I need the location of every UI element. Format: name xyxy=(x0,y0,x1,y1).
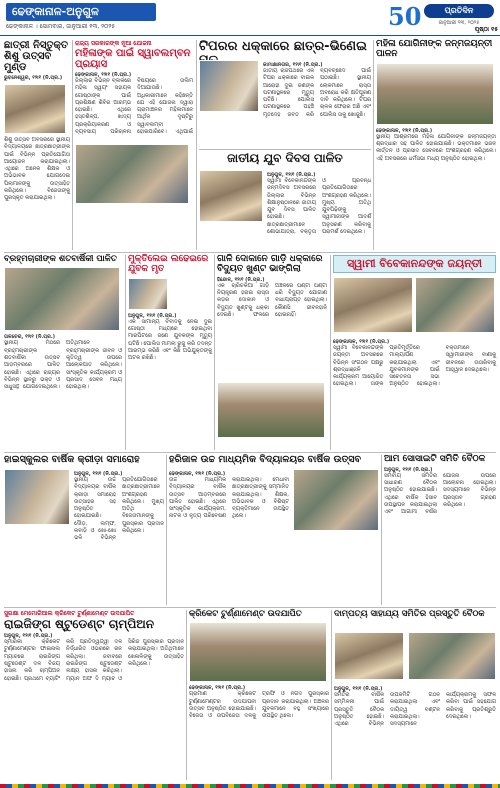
column-rule xyxy=(214,255,215,450)
dateline: ଅନୁଗୁଳ, ୧୨ା୧ (ନି.ପ୍ର.) xyxy=(128,312,177,319)
dateline: ଢେଙ୍କାନାଳ, ୧୨ା୧ (ନି.ପ୍ର.) xyxy=(189,685,246,692)
column-rule xyxy=(196,40,197,250)
article-a6 xyxy=(4,255,122,450)
edition-banner: ଢେଙ୍କାନାଳ-ଅନୁଗୁଳ xyxy=(6,3,156,21)
dateline: ଢେଙ୍କାନାଳ, ୧୨ା୧ (ନି.ପ୍ର.) xyxy=(376,127,433,134)
dateline: ଅନୁଗୁଳ, ୧୨ା୧ (ନି.ପ୍ର.) xyxy=(334,686,383,692)
column-rule xyxy=(72,40,73,250)
headline: ଟିପରର ଧକ୍କାରେ ଛାତ୍ର-ଭିଣେଇ xyxy=(199,39,367,54)
dateline: ଅନୁଗୁଳ, ୧୨ା୧ (ନି.ପ୍ର.) xyxy=(267,172,316,178)
headline: ମହିଳାଙ୍କ ପାଇଁ ସ୍ୱାବଲମ୍ବନ ପ୍ରୟାସ xyxy=(75,48,191,70)
article-body-wrap xyxy=(334,684,496,780)
article-body: ସ୍ମାରକୀ କ୍ରିକେଟ ଟୁର୍ଣ୍ଣାମେଣ୍ଟର ଫାଇନାଲ ମ୍ୟାଚରେ ରାଇଜିଙ୍ଗ ଷ୍ଟୁଡେଣ୍ଟ ଦଳ ବିଜୟ ହାସଲ କରି ଚାମ୍ପିଅନ ହୋଇଛି। ପ୍ରଥମେ ବ୍ୟାଟିଂ କରି ପ୍ରତିଦ୍ୱନ୍ଦ୍ୱୀ ଦଳ ନିର୍ଦ୍ଧାରିତ ଓଭରରେ ରନ କରିଥିଲା। ଜବାବରେ ରାଇଜିଙ୍ଗ ଷ୍ଟୁଡେଣ୍ଟ ଲକ୍ଷ୍ୟ ହାସଲ କରିଥିଲା। ମ୍ୟାନ ଅଫ ଦି ମ୍ୟାଚ ଓ ସିରିଜ ପୁରସ୍କାର ପ୍ରଦାନ କରାଯାଇଥିଲା। ଅତିଥିମାନେ ଖେଳାଳିଙ୍କୁ ଉତ୍ସାହିତ କରିଥିଲେ। xyxy=(4,639,184,682)
article-a12 xyxy=(384,455,496,605)
headline: ମୁକ୍ତିଲେଇ ଲଢେଇରେ ଯୁବକ ମୃତ xyxy=(128,254,209,274)
news-photo xyxy=(199,60,259,112)
headline: ହରିଜାଳ ଉଚ୍ଚ ମାଧ୍ୟମିକ ବିଦ୍ୟାଳୟର ବାର୍ଷିକ ଉତ୍ସବ xyxy=(169,454,361,465)
column-rule xyxy=(373,40,374,250)
masthead xyxy=(0,0,500,36)
article-body: ଜାତୀୟ ରାଜପଥରେ ଏକ ଟିପର ଧକ୍କାରେ ବାଇକ ଆରୋହୀ ଦୁଇ ଜଣଙ୍କ ଘଟଣାସ୍ଥଳରେ ମୃତ୍ୟୁ ଘଟିଛି। ପୋଲିସ ଘଟଣାସ୍ଥଳରେ ପହଞ୍ଚି ମୃତଦେହ ଜବତ କରି ବ୍ୟବଚ୍ଛେଦ ପାଇଁ ପଠାଇଛି। ସ୍ଥାନୀୟ ଲୋକମାନେ ରାସ୍ତା ଅବରୋଧ କରି କ୍ଷତିପୂରଣ ଦାବି କରିଥିଲେ। ଟିପର ଚାଳକ ଫେରାର ଅଛି ଏବଂ ପୋଲିସ ତାକୁ ଖୋଜୁଛି। xyxy=(263,68,371,118)
article-a14 xyxy=(189,610,329,780)
article-a8 xyxy=(217,255,327,450)
article-body: ସ୍ଥାନୀୟ ଉଚ୍ଚ ବିଦ୍ୟାଳୟର ବାର୍ଷିକ କ୍ରୀଡ଼ା ସମାରୋହ ଉତ୍ସାହର ସହ ଅନୁଷ୍ଠିତ ହୋଇଯାଇଛି। ଦୌଡ଼, ଲମ୍ଫ, କବାଡ଼ି ଓ ଖୋ-ଖୋ ଭଳି ବିଭିନ୍ନ ପ୍ରତିଯୋଗିତାରେ ଛାତ୍ରଛାତ୍ରୀମାନେ ଅଂଶଗ୍ରହଣ କରିଥିଲେ। ମୁଖ୍ୟ ଅତିଥି ବିଜେତାମାନଙ୍କୁ ପୁରସ୍କାର ପ୍ରଦାନ କରିଥିଲେ। xyxy=(74,477,164,542)
headline: ହାଇସ୍କୁଲର ବାର୍ଷିକ କ୍ରୀଡ଼ା ସମାରୋହ xyxy=(4,454,140,465)
page-number: ପୃଷ୍ଠା ୧୫ xyxy=(474,26,498,33)
headline: ଜାତୀୟ ଯୁବ ଦିବସ ପାଳିତ xyxy=(227,151,343,165)
article-body: ସ୍ୱାମୀ ବିବେକାନନ୍ଦଙ୍କ ଜନ୍ମଦିବସ ଅବସରରେ ଜିଲ୍ଲାର ବିଭିନ୍ନ ଶିକ୍ଷାନୁଷ୍ଠାନରେ ଜାତୀୟ ଯୁବ ଦିବସ ପାଳିତ ହୋଇଛି। ଛାତ୍ରଛାତ୍ରୀମାନେ ଶୋଭାଯାତ୍ରା, ବକ୍ତୃତା ଓ ପ୍ରବନ୍ଧ ପ୍ରତିଯୋଗିତାରେ ଅଂଶଗ୍ରହଣ କରିଥିଲେ। ମୁଖ୍ୟ ଅତିଥି ଯୁବପିଢ଼ିଙ୍କୁ ସ୍ୱାମୀଜୀଙ୍କ ଆଦର୍ଶ ଅନୁସରଣ କରିବାକୁ ପରାମର୍ଶ ଦେଇଥିଲେ। xyxy=(267,178,371,236)
row-rule xyxy=(4,252,496,253)
row-rule xyxy=(199,149,371,150)
column-rule xyxy=(166,455,167,605)
article-body-wrap xyxy=(267,170,371,250)
news-photo xyxy=(408,632,496,680)
article-body-wrap xyxy=(263,60,371,146)
news-photo xyxy=(333,277,413,333)
column-rule xyxy=(330,255,331,450)
headline: ରାଇଜିଙ୍ଗ ଷ୍ଟୁଡେଣ୍ଟ ଚାମ୍ପିଅନ xyxy=(4,617,155,631)
article-body-wrap xyxy=(333,337,496,449)
article-a5 xyxy=(199,152,371,250)
news-photo xyxy=(4,84,66,134)
headline: ବ୍ରହ୍ମଚାରୀଙ୍କ ଶତବାର୍ଷିକୀ ପାଳିତ xyxy=(4,254,117,264)
dateline: ଢେଙ୍କାନାଳ, ୧୨ା୧ (ନି.ପ୍ର.) xyxy=(75,72,132,78)
headline: ଆମ ସୋସାଇଟି ସମିତି ବୈଠକ xyxy=(384,454,486,464)
article-body: ଜିଲ୍ଲାର ବିଭିନ୍ନ ବ୍ଲକରେ ମହିଳା ସ୍ୱୟଂ ସହାୟକ ଗୋଷ୍ଠୀଙ୍କ ପାଇଁ ପ୍ରଶିକ୍ଷଣ ଶିବିର ଆରମ୍ଭ ହୋଇଛି। ଏଥିରେ ହସ୍ତଶିଳ୍ପ, ଖାଦ୍ୟ ପ୍ରକ୍ରିୟାକରଣ ଓ ବ୍ୟବସାୟ ପରିଚାଳନା ବିଷୟରେ ତାଲିମ ଦିଆଯାଉଛି। ଅଧିକାରୀମାନେ କହିଛନ୍ତି ଯେ ଏହି ଯୋଜନା ଦ୍ୱାରା ଗ୍ରାମାଞ୍ଚଳର ମହିଳାମାନେ ଆର୍ଥିକ ଦୃଷ୍ଟିରୁ ସ୍ୱାବଲମ୍ବୀ ହୋଇପାରିବେ। ଏଥିପାଇଁ xyxy=(75,78,193,136)
news-photo xyxy=(4,469,70,525)
column-rule xyxy=(125,255,126,450)
article-a11 xyxy=(169,455,379,605)
article-a2 xyxy=(75,40,193,250)
article-a3 xyxy=(199,40,371,148)
news-photo xyxy=(415,277,495,333)
column-rule xyxy=(381,455,382,605)
dateline: ଅନୁଗୁଳ, ୧୨ା୧ (ନି.ପ୍ର.) xyxy=(74,471,123,477)
column-rule xyxy=(331,610,332,780)
article-a13 xyxy=(4,610,184,780)
anniversary-logo: 50 xyxy=(388,2,422,31)
row-rule xyxy=(4,607,496,608)
article-a4 xyxy=(376,40,496,250)
article-body: ଉଚ୍ଚ ମାଧ୍ୟମିକ ବିଦ୍ୟାଳୟର ବାର୍ଷିକ ଉତ୍ସବ ଆଡ଼ମ୍ବରରେ ପାଳିତ ହୋଇଛି। ଏଥିରେ ସାଂସ୍କୃତିକ କାର୍ଯ୍ୟକ୍ରମ, ନାଟକ ଓ ନୃତ୍ୟ ପରିବେଷଣ କରାଯାଇଥିଲା। ମେଧାବୀ ଛାତ୍ରଛାତ୍ରୀଙ୍କୁ ସମ୍ମାନିତ କରାଯାଇଥିଲା। ଶିକ୍ଷକ, ଅଭିଭାବକ ଓ ବିଶିଷ୍ଟ ବ୍ୟକ୍ତିମାନେ ଉପସ୍ଥିତ ଥିଲେ। xyxy=(169,477,289,520)
dateline: ଭୁବନେଶ୍ୱର, ୧୨ା୧ (ନି.ପ୍ର.) xyxy=(4,75,63,81)
article-body: ଗ୍ରାମୀଣ କ୍ରିକେଟ ଟୁର୍ଣ୍ଣାମେଣ୍ଟର ଉଦଯାପନୀ ଉତ୍ସବ ଅନୁଷ୍ଠିତ ହୋଇଯାଇଛି। ବିଜେତା ଓ ଉପବିଜେତା ଦଳକୁ ଟ୍ରଫି ଓ ନଗଦ ପୁରସ୍କାର ପ୍ରଦାନ କରାଯାଇଥିଲା। ଅଞ୍ଚଳର ଯୁବକମାନେ ବହୁ ସଂଖ୍ୟାରେ ଉପସ୍ଥିତ ଥିଲେ। xyxy=(189,691,329,720)
news-photo xyxy=(4,267,120,331)
row-rule xyxy=(4,452,496,453)
article-body: ସମବାୟ ସମିତିର ସାଧାରଣ ବୈଠକ ଅନୁଷ୍ଠିତ ହୋଇଯାଇଛି। ଏଥିରେ ବାର୍ଷିକ ହିସାବ ଉପସ୍ଥାପନ କରାଯାଇଥିଲା ଏବଂ ଆଗାମୀ ବର୍ଷର ଯୋଜନା ଉପରେ ଆଲୋଚନା ହୋଇଥିଲା। ସଦସ୍ୟମାନେ ବିଭିନ୍ନ ପ୍ରସ୍ତାବ ଗ୍ରହଣ କରିଥିଲେ। xyxy=(384,472,496,516)
article-a15 xyxy=(334,610,496,780)
headline: ମହିଳା ଯୋଗିନୀଙ୍କ ଜନ୍ମଜୟନ୍ତୀ ପାଳନ xyxy=(376,39,493,59)
article-a9 xyxy=(333,255,496,450)
headline: ଦାମ୍ପତ୍ୟ ସାହାଯ୍ୟ ସମିତିର ପ୍ରସ୍ତୁତି ବୈଠକ xyxy=(334,609,485,619)
news-photo xyxy=(293,469,379,531)
article-a7 xyxy=(128,255,212,450)
dateline: କାମାକ୍ଷାନଗର, ୧୨ା୧ (ନି.ପ୍ର.) xyxy=(263,62,323,68)
headline: ଗାଳି ଦୋକାନେ ଗାଡ଼ି ଧକ୍କାରେ ବିଦ୍ୟୁତ ଖୁଣ୍ଟ ଭାଙ୍ଗିଲା xyxy=(217,254,323,274)
article-body: ସ୍ୱାମୀ ବିବେକାନନ୍ଦଙ୍କ ଜୟନ୍ତୀ ଅବସରରେ ବିଭିନ୍ନ ସଂଗଠନ ପକ୍ଷରୁ ଶ୍ରଦ୍ଧାଞ୍ଜଳି କାର୍ଯ୍ୟକ୍ରମ ଆୟୋଜିତ ହୋଇଥିଲା। ତାଙ୍କ ପ୍ରତିମୂର୍ତ୍ତିରେ ମାଲ୍ୟାର୍ପଣ କରାଯାଇଥିଲା ଏବଂ ଯୁବକମାନଙ୍କ ପାଇଁ ସଚେତନତା ସଭା ଅନୁଷ୍ଠିତ ହୋଇଥିଲା। ବକ୍ତାମାନେ ସ୍ୱାମୀଜୀଙ୍କ ବାଣୀକୁ ଜୀବନରେ ଉତାରିବାକୁ ଆହ୍ୱାନ ଦେଇଥିଲେ। xyxy=(333,345,496,388)
news-photo xyxy=(75,144,189,204)
dateline: ହିନ୍ଦୋଳ, ୧୨ା୧ (ନି.ପ୍ର.) xyxy=(217,276,265,283)
newspaper-logo: ପ୍ରତିଦିନ xyxy=(424,4,494,18)
dateline: ଢେଙ୍କାନାଳ, ୧୨ା୧ (ନି.ପ୍ର.) xyxy=(169,471,226,477)
headline: କ୍ରିକେଟ ଟୁର୍ଣ୍ଣାମେଣ୍ଟ ଉଦଯାପିତ xyxy=(189,609,302,619)
kicker: ରାଜ୍ୟ ସରକାରଙ୍କ ନୂଆ ଯୋଜନା xyxy=(75,40,152,47)
color-registration-strip xyxy=(0,784,500,788)
news-photo xyxy=(199,170,263,222)
column-rule xyxy=(186,610,187,780)
dateline: ଅନୁଗୁଳ, ୧୨ା୧ (ନି.ପ୍ର.) xyxy=(384,466,433,473)
article-a1 xyxy=(4,40,70,250)
article-body-wrap xyxy=(169,469,289,605)
news-photo xyxy=(334,632,404,680)
news-photo xyxy=(376,63,494,125)
edition-subline: ଢେଙ୍କାନାଳ । ସୋମବାର, ଜାନୁଆରୀ ୧୩, ୨୦୨୫ xyxy=(6,23,116,30)
article-body: ସମିତିର ବାର୍ଷିକ ସମ୍ମିଳନୀ ପାଇଁ ପ୍ରସ୍ତୁତି ବୈଠକ ଅନୁଷ୍ଠିତ ହୋଇଛି। ଏଥିରେ ବିଭିନ୍ନ ଉପକମିଟି ଗଠନ କରାଯାଇଥିଲା ଏବଂ ଦାୟିତ୍ୱ ବଣ୍ଟନ କରାଯାଇଥିଲା। ସଦସ୍ୟମାନେ କାର୍ଯ୍ୟକ୍ରମକୁ ସଫଳ କରିବା ପାଇଁ ସହଯୋଗ କରିବାକୁ ପ୍ରତିଶ୍ରୁତି ଦେଇଥିଲେ। xyxy=(334,692,496,728)
dateline: ତାଳଚେର, ୧୨ା୧ (ନି.ପ୍ର.) xyxy=(4,334,56,341)
news-photo xyxy=(217,382,325,438)
article-body: ଶିଶୁ ଉତ୍ସବ ଅବସରରେ ସ୍ଥାନୀୟ ବିଦ୍ୟାଳୟରେ ଛାତ୍ରଛାତ୍ରୀଙ୍କ ପାଇଁ ବିଭିନ୍ନ ପ୍ରତିଯୋଗିତା ଆୟୋଜନ କରାଯାଇଥିଲା। ଏଥିରେ ଅନେକ ଶିକ୍ଷକ ଓ ଅଭିଭାବକ ଯୋଗଦେଇ ପିଲାମାନଙ୍କୁ ଉତ୍ସାହିତ କରିଥିଲେ। ବିଜେତାଙ୍କୁ ପୁରସ୍କୃତ କରାଯାଇଥିଲା। xyxy=(4,137,70,202)
news-photo xyxy=(189,622,327,682)
article-body: ଏକ ସାମାନ୍ୟ ବିବାଦକୁ ନେଇ ଦୁଇ ଗୋଷ୍ଠୀ ମଧ୍ୟରେ ହୋଇଥିବା ମାରପିଟରେ ଜଣେ ଯୁବକଙ୍କ ମୃତ୍ୟୁ ଘଟିଛି। ପୋଲିସ ମାମଲା ରୁଜୁ କରି ତଦନ୍ତ ଆରମ୍ଭ କରିଛି ଏବଂ କିଛି ଅଭିଯୁକ୍ତଙ୍କୁ ଅଟକ ରଖିଛି। xyxy=(128,318,212,362)
headline: ସ୍ୱାମୀ ବିବେକାନନ୍ଦଙ୍କ ଜୟନ୍ତୀ xyxy=(333,255,496,273)
dateline: ଢେଙ୍କାନାଳ, ୧୨ା୧ (ନି.ପ୍ର.) xyxy=(333,339,390,345)
issue-date: ଜାନୁଆରୀ ୧୩, ୨୦୨୫ xyxy=(438,20,480,26)
article-body: ସ୍ଥାନୀୟ ମଠରେ ବ୍ରହ୍ମଚାରୀଙ୍କ ଶତବାର୍ଷିକୀ ଉତ୍ସବ ଆଡ଼ମ୍ବରରେ ପାଳିତ ହୋଇଛି। ଏଥିରେ ରାଜ୍ୟର ବିଭିନ୍ନ ସ୍ଥାନରୁ ଭକ୍ତ ଓ ସାଧୁସନ୍ଥ ଯୋଗଦେଇଥିଲେ। ଅତିଥିମାନେ ବ୍ରହ୍ମଚାରୀଙ୍କ ଜୀବନ ଓ କୃତିତ୍ୱ ଉପରେ ଆଲୋକପାତ କରିଥିଲେ। ସାଂସ୍କୃତିକ କାର୍ଯ୍ୟକ୍ରମ ଓ ପ୍ରସାଦ ସେବନ ମଧ୍ୟ ହୋଇଥିଲା। xyxy=(4,340,122,391)
article-body-wrap xyxy=(74,469,164,605)
news-photo xyxy=(128,278,168,310)
kicker: ସୁରକ୍ଷା ମେମୋରିଆଲ କ୍ରିକେଟ ଟୁର୍ଣ୍ଣାମେଣ୍ଟ ଉଦଯାପିତ xyxy=(4,610,135,617)
headline: ଛାତ୍ରୀ ନିସ୍ତୁକ୍ତ ଶିଶୁ ଉତ୍ସବ ମୁଣ୍ଡ xyxy=(4,40,69,73)
dateline: ଅନୁଗୁଳ, ୧୨ା୧ (ନି.ପ୍ର.) xyxy=(4,633,53,640)
article-body: ଏକ ଚାରିଚକିଆ ଗାଡ଼ି ନିୟନ୍ତ୍ରଣ ହରାଇ ରାସ୍ତା କଡ଼ର ଦୋକାନ ଓ ବିଦ୍ୟୁତ ଖୁଣ୍ଟକୁ ଧକ୍କା ଦେଇଛି। ଫଳରେ ଅଞ୍ଚଳରେ ଘଣ୍ଟା ଘଣ୍ଟା ଧରି ବିଦ୍ୟୁତ ଯୋଗାଣ ବାଧାପ୍ରାପ୍ତ ହୋଇଥିଲା। କୌଣସି ଜୀବନହାନି ହୋଇନାହିଁ। xyxy=(217,282,327,318)
article-a10 xyxy=(4,455,164,605)
article-body: ସ୍ଥାନୀୟ ଆଶ୍ରମରେ ମହିଳା ଯୋଗିନୀଙ୍କ ଜନ୍ମଜୟନ୍ତୀ ଶ୍ରଦ୍ଧାର ସହ ପାଳିତ ହୋଇଯାଇଛି। ଭକ୍ତମାନେ ଭଜନ କୀର୍ତ୍ତନ ଓ ପ୍ରସାଦ ସେବନରେ ଅଂଶଗ୍ରହଣ କରିଥିଲେ। ଏହି ଅବସରରେ ଧର୍ମସଭା ମଧ୍ୟ ଅନୁଷ୍ଠିତ ହୋଇଥିଲା। xyxy=(376,133,496,162)
